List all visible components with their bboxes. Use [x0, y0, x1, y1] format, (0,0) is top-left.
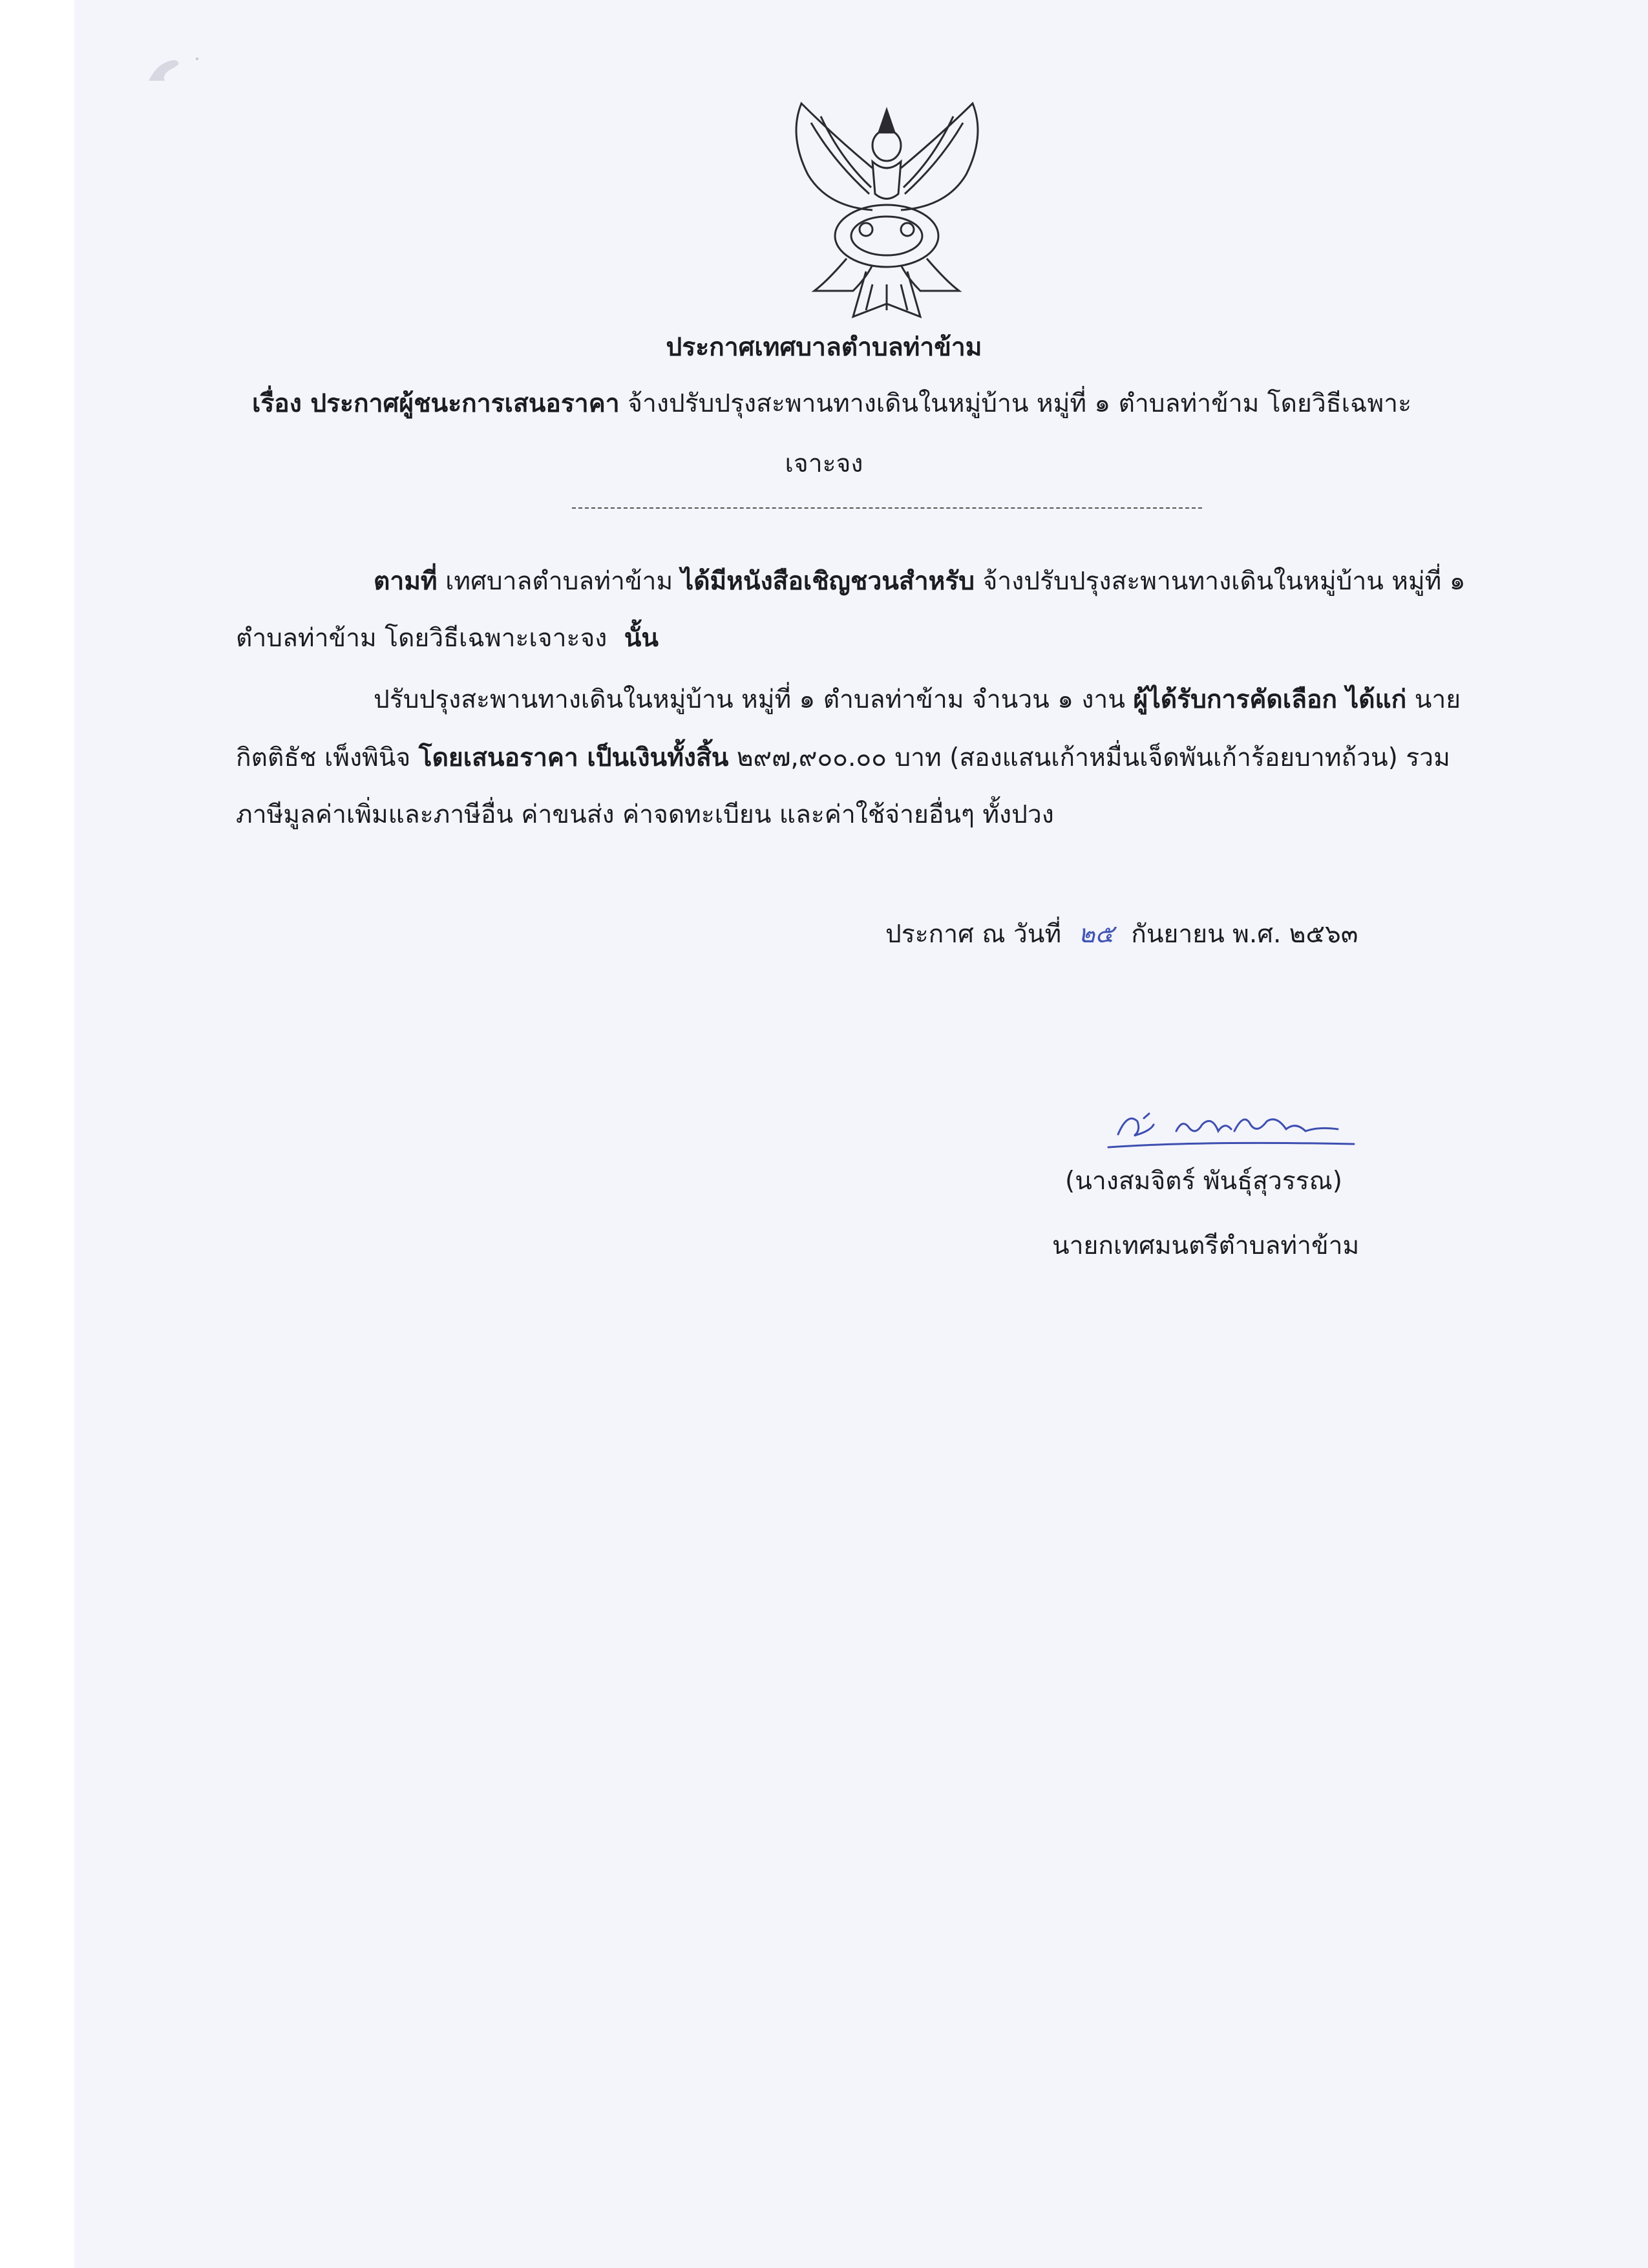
date-month-year: กันยายน พ.ศ. ๒๕๖๓	[1131, 920, 1358, 949]
handwritten-signature	[1105, 1096, 1364, 1157]
subject-label: เรื่อง ประกาศผู้ชนะการเสนอราคา	[252, 389, 620, 418]
para2-title-prefix: นาย	[1414, 685, 1461, 714]
subject-line	[252, 386, 1411, 422]
subject-continuation: เจาะจง	[785, 449, 863, 478]
paragraph-1-line-2	[236, 620, 659, 657]
announcement-date	[885, 917, 1358, 953]
paragraph-1-line-1	[374, 564, 1466, 600]
signatory-name: (นางสมจิตร์ พันธุ์สุวรรณ)	[1065, 1167, 1343, 1196]
para1-line2: ตำบลท่าข้าม โดยวิธีเฉพาะเจาะจง	[236, 624, 607, 653]
para2-item: ปรับปรุงสะพานทางเดินในหมู่บ้าน หมู่ที่ ๑ ตำบลท่าข้าม จำนวน ๑ งาน	[374, 685, 1125, 714]
announcement-title: ประกาศเทศบาลตำบลท่าข้าม	[666, 333, 982, 362]
paragraph-2-line-1	[374, 682, 1461, 718]
para1-project: จ้างปรับปรุงสะพานทางเดินในหมู่บ้าน หมู่ที่ ๑	[982, 567, 1466, 596]
para1-phrase: ได้มีหนังสือเชิญชวนสำหรับ	[681, 567, 975, 596]
para2-amount: ๒๙๗,๙๐๐.๐๐ บาท (สองแสนเก้าหมื่นเจ็ดพันเก้าร้อยบาทถ้วน) รวม	[736, 743, 1450, 772]
paragraph-2-line-3: ภาษีมูลค่าเพิ่มและภาษีอื่น ค่าขนส่ง ค่าจดทะเบียน และค่าใช้จ่ายอื่นๆ ทั้งปวง	[236, 800, 1054, 829]
para1-org: เทศบาลตำบลท่าข้าม	[445, 567, 673, 596]
paper-mark	[145, 55, 204, 87]
garuda-emblem	[776, 97, 998, 326]
para2-offer-label: โดยเสนอราคา เป็นเงินทั้งสิ้น	[418, 743, 729, 772]
para2-winner-name: กิตติธัช เพ็งพินิจ	[236, 743, 411, 772]
subject-text: จ้างปรับปรุงสะพานทางเดินในหมู่บ้าน หมู่ที่ ๑ ตำบลท่าข้าม โดยวิธีเฉพาะ	[628, 389, 1412, 418]
signatory-position: นายกเทศมนตรีตำบลท่าข้าม	[1052, 1231, 1360, 1260]
paragraph-2-line-2	[236, 740, 1450, 776]
date-prefix: ประกาศ ณ วันที่	[885, 920, 1062, 949]
para2-selected-label: ผู้ได้รับการคัดเลือก ได้แก่	[1133, 685, 1407, 714]
para1-ending: นั้น	[624, 624, 659, 653]
date-day-handwritten: ๒๕	[1078, 920, 1114, 949]
separator-rule	[572, 507, 1202, 509]
para1-lead: ตามที่	[374, 567, 438, 596]
